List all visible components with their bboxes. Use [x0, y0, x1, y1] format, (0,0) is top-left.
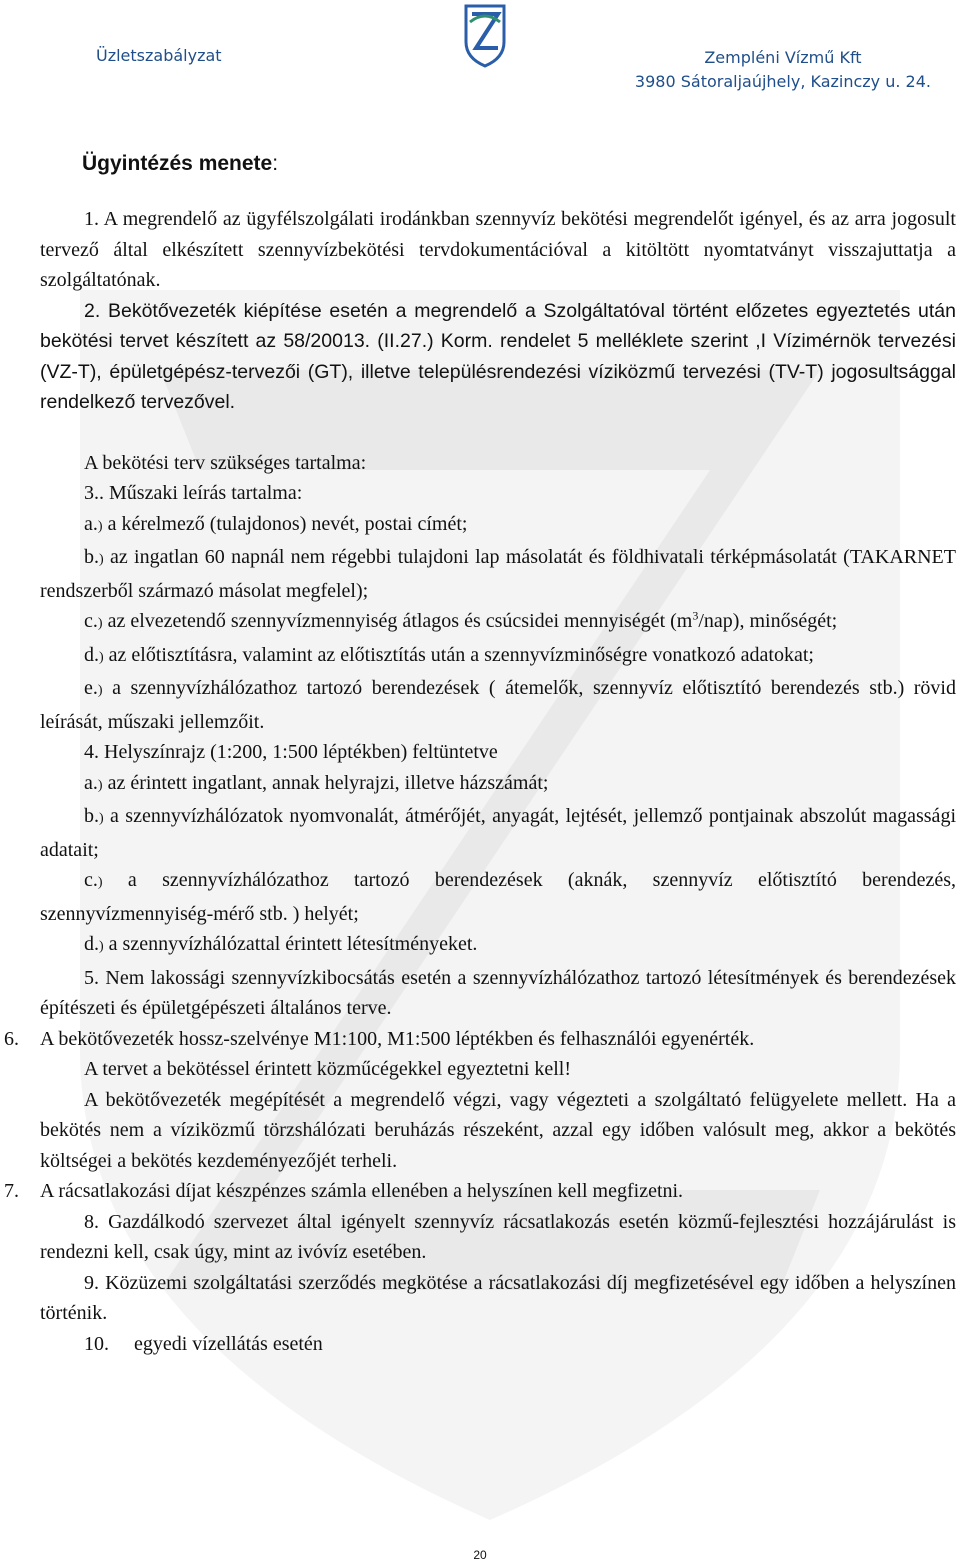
paragraph-plan-content: A bekötési terv szükséges tartalma:	[84, 451, 367, 474]
item-letter: a.	[84, 771, 98, 794]
list-item-d2	[40, 929, 956, 963]
list-item-b2	[40, 801, 956, 865]
item-letter: b.	[84, 546, 99, 568]
item-paren: )	[97, 616, 103, 631]
item-number: 6.	[4, 1027, 19, 1050]
list-item-a2	[40, 768, 956, 802]
heading-colon: :	[272, 152, 279, 175]
header-title: Üzletszabályzat	[96, 46, 222, 65]
section-heading	[82, 152, 278, 176]
paragraph-longitudinal-section	[4, 1024, 956, 1055]
item-letter: d.	[84, 933, 99, 955]
company-logo	[462, 2, 508, 68]
company-name: Zempléni Vízmű Kft	[704, 48, 862, 67]
item-letter: e.	[84, 677, 98, 699]
list-item-a1	[40, 509, 956, 543]
item-text: A rácsatlakozási díjat készpénzes számla ellenében a helyszínen kell megfizetni.	[40, 1180, 684, 1202]
item-text-end: /nap), minőségét;	[698, 610, 838, 632]
superscript: 3	[692, 608, 699, 623]
item-paren: )	[97, 518, 103, 534]
paragraph-non-residential: 5. Nem lakossági szennyvízkibocsátás esetén a szennyvízhálózathoz tartozó létesítmények és berendezések építészeti és épületgépészeti általános terve.	[40, 966, 956, 1019]
item-paren: )	[99, 811, 104, 826]
paragraph-coordinate: A tervet a bekötéssel érintett közműcégekkel egyeztetni kell!	[84, 1058, 572, 1080]
paragraph-2: 2. Bekötővezeték kiépítése esetén a megrendelő a Szolgáltatóval történt előzetes egyeztetés után bekötési tervet készített az 58/20013. (II.27.) Korm. rendelet 5 melléklete szerint ,I Vízimérnök tervezési (VZ-T), épületgépész-tervezői (GT), illetve településrendezési víziközmű tervezési (TV-T) jogosultsággal rendelkező tervezővel.	[40, 299, 956, 413]
item-number: 7.	[4, 1180, 19, 1202]
item-letter: d.	[84, 643, 99, 666]
list-item-c1	[40, 606, 956, 640]
list-item-c2	[40, 865, 956, 929]
company-info	[635, 46, 931, 94]
item-paren: )	[97, 875, 103, 890]
list-item-d1	[40, 640, 956, 674]
page-number: 20	[473, 1548, 487, 1562]
item-letter: a.	[84, 512, 98, 535]
paragraph-connection-fee	[4, 1176, 956, 1207]
item-text: az előtisztításra, valamint az előtisztítás után a szennyvízminőségre vonatkozó adatokat;	[103, 643, 814, 666]
item-text: az elvezetendő szennyvízmennyiség átlagos és csúcsidei mennyiségét (m	[102, 610, 693, 632]
paragraph-individual-water: 10. egyedi vízellátás esetén	[84, 1332, 323, 1355]
company-address: 3980 Sátoraljaújhely, Kazinczy u. 24.	[634, 72, 931, 91]
item-text: a kérelmező (tulajdonos) nevét, postai címét;	[102, 512, 468, 535]
item-paren: )	[99, 939, 104, 954]
paragraph-1: 1. A megrendelő az ügyfélszolgálati irodánkban szennyvíz bekötési megrendelőt igényel, és az arra jogosult tervező által elkészített szennyvízbekötési tervdokumentációval a kitöltött nyomtatványt visszajuttatja a szolgáltatónak.	[40, 208, 956, 291]
item-paren: )	[97, 683, 103, 698]
item-text: az ingatlan 60 napnál nem régebbi tulajdoni lap másolatát és földhivatali térképmásolatát (TAKARNET rendszerből származó másolat megfelel);	[40, 546, 956, 602]
item-letter: c.	[84, 610, 98, 632]
heading-text: Ügyintézés menete	[82, 152, 273, 175]
item-paren: )	[99, 649, 104, 665]
document-body	[4, 204, 956, 1359]
paragraph-service-contract: 9. Közüzemi szolgáltatási szerződés megkötése a rácsatlakozási díj megfizetésével egy időben a helyszínen történik.	[40, 1271, 956, 1324]
spacer	[40, 418, 956, 448]
paragraph-construction: A bekötővezeték megépítését a megrendelő végzi, vagy végezteti a szolgáltató felügyelete mellett. Ha a bekötés nem a víziközmű törzshálózati beruházás részeként, azzal egy időben valósult meg, akkor a bekötés költségei a bekötés kezdeményezőjét terheli.	[40, 1088, 956, 1172]
item-text: a szennyvízhálózatok nyomvonalát, átmérőjét, anyagát, lejtését, jellemző pontjainak abszolút magassági adatait;	[40, 805, 956, 861]
item-letter: b.	[84, 805, 99, 827]
list-item-b1	[40, 542, 956, 606]
item-text: az érintett ingatlant, annak helyrajzi, illetve házszámát;	[102, 771, 549, 794]
list-item-e1	[40, 673, 956, 737]
item-text: A bekötővezeték hossz-szelvénye M1:100, M1:500 léptékben és felhasználói egyenérték.	[40, 1027, 755, 1050]
item-letter: c.	[84, 869, 98, 891]
item-text: a szennyvízhálózathoz tartozó berendezések (aknák, szennyvíz előtisztító berendezés, szennyvízmennyiség-mérő stb. ) helyét;	[40, 869, 956, 925]
paragraph-site-plan: 4. Helyszínrajz (1:200, 1:500 léptékben) feltüntetve	[84, 741, 498, 763]
item-text: a szennyvízhálózattal érintett létesítményeket.	[103, 933, 478, 955]
paragraph-technical-description: 3.. Műszaki leírás tartalma:	[84, 482, 303, 504]
item-paren: )	[97, 777, 103, 793]
item-paren: )	[99, 552, 104, 567]
item-text: a szennyvízhálózathoz tartozó berendezések ( átemelők, szennyvíz előtisztító berendezés stb.) rövid leírását, műszaki jellemzőit.	[40, 677, 956, 733]
paragraph-business-connection: 8. Gazdálkodó szervezet által igényelt szennyvíz rácsatlakozás esetén közmű-fejlesztési hozzájárulást is rendezni kell, csak úgy, mint az ivóvíz esetében.	[40, 1210, 956, 1263]
